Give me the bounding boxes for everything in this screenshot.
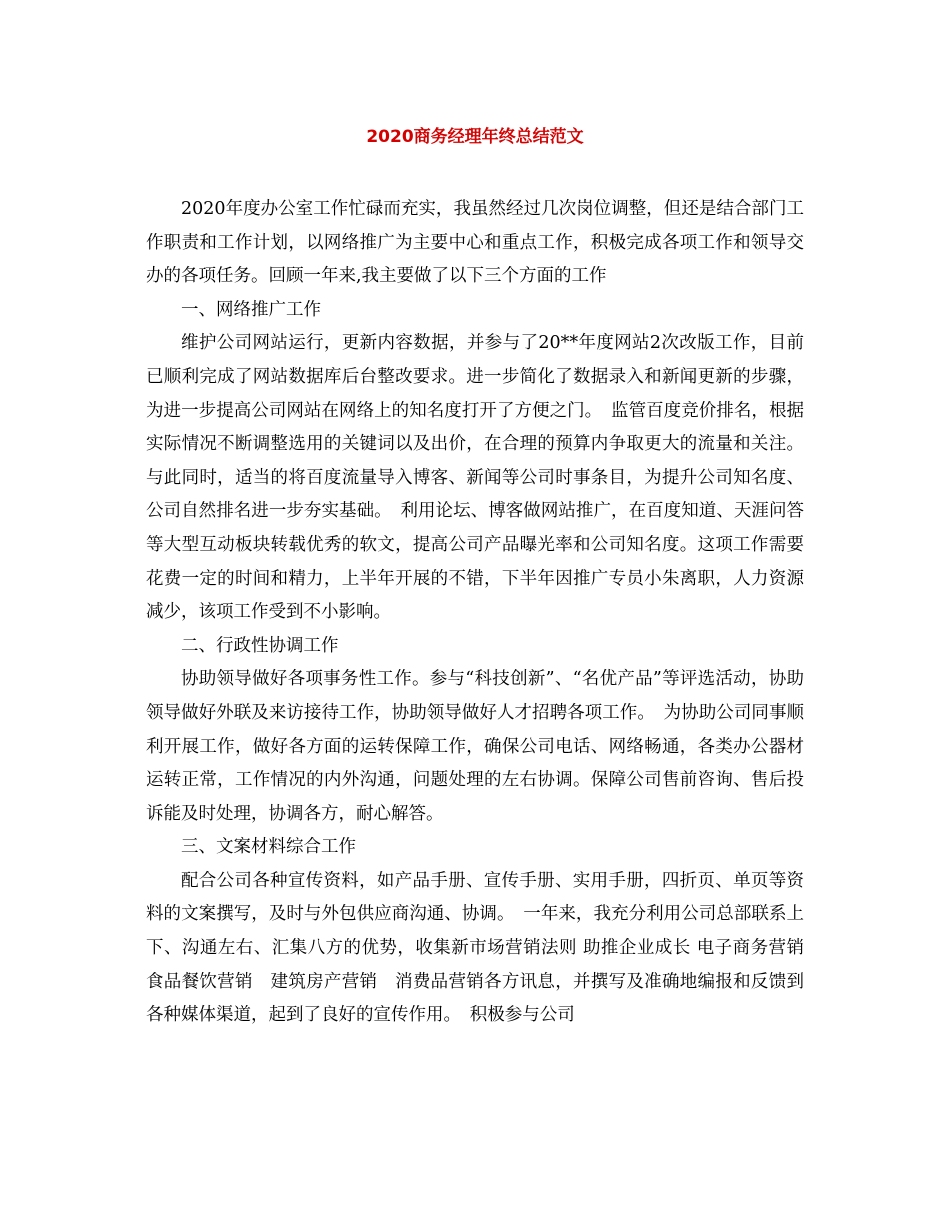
administrative-coordination-paragraph: 协助领导做好各项事务性工作。参与“科技创新”、“名优产品”等评选活动，协助领导做好外联及来访接待工作，协助领导做好人才招聘各项工作。 为协助公司同事顺利开展工作，做好各方面的运转保障工作，确保公司电话、网络畅通，各类办公器材运转正常，工作情况的内外沟通，问题处理的左右协调。保障公司售前咨询、售后投诉能及时处理，协调各方，耐心解答。 xyxy=(146,669,804,824)
section-heading-network-promotion: 一、网络推广工作 xyxy=(181,299,321,320)
network-promotion-paragraph: 维护公司网站运行，更新内容数据，并参与了20**年度网站2次改版工作，目前已顺利完成了网站数据库后台整改要求。进一步简化了数据录入和新闻更新的步骤，为进一步提高公司网站在网络上的知名度打开了方便之门。 监管百度竞价排名，根据实际情况不断调整选用的关键词以及出价，在合理的预算内争取更大的流量和关注。与此同时，适当的将百度流量导入博客、新闻等公司时事条目，为提升公司知名度、公司自然排名进一步夯实基础。 利用论坛、博客做网站推广，在百度知道、天涯问答等大型互动板块转载优秀的软文，提高公司产品曝光率和公司知名度。这项工作需要花费一定的时间和精力，上半年开展的不错，下半年因推广专员小朱离职，人力资源减少，该项工作受到不小影响。 xyxy=(146,333,804,623)
document-title: 2020商务经理年终总结范文 xyxy=(366,127,584,147)
document-body xyxy=(146,193,822,1033)
section-heading-copywriting: 三、文案材料综合工作 xyxy=(181,837,356,858)
copywriting-paragraph: 配合公司各种宣传资料，如产品手册、宣传手册、实用手册，四折页、单页等资料的文案撰写，及时与外包供应商沟通、协调。 一年来，我充分利用公司总部联系上下、沟通左右、汇集八方的优势，收集新市场营销法则 助推企业成长 电子商务营销 食品餐饮营销 建筑房产营销 消费品营销各方讯息，并撰写及准确地编报和反馈到各种媒体渠道，起到了良好的宣传作用。 积极参与公司 xyxy=(146,870,822,1026)
section-heading-administrative-coordination: 二、行政性协调工作 xyxy=(181,635,339,656)
intro-paragraph: 2020年度办公室工作忙碌而充实，我虽然经过几次岗位调整，但还是结合部门工作职责和工作计划，以网络推广为主要中心和重点工作，积极完成各项工作和领导交办的各项任务。回顾一年来,我主要做了以下三个方面的工作 xyxy=(146,199,804,287)
